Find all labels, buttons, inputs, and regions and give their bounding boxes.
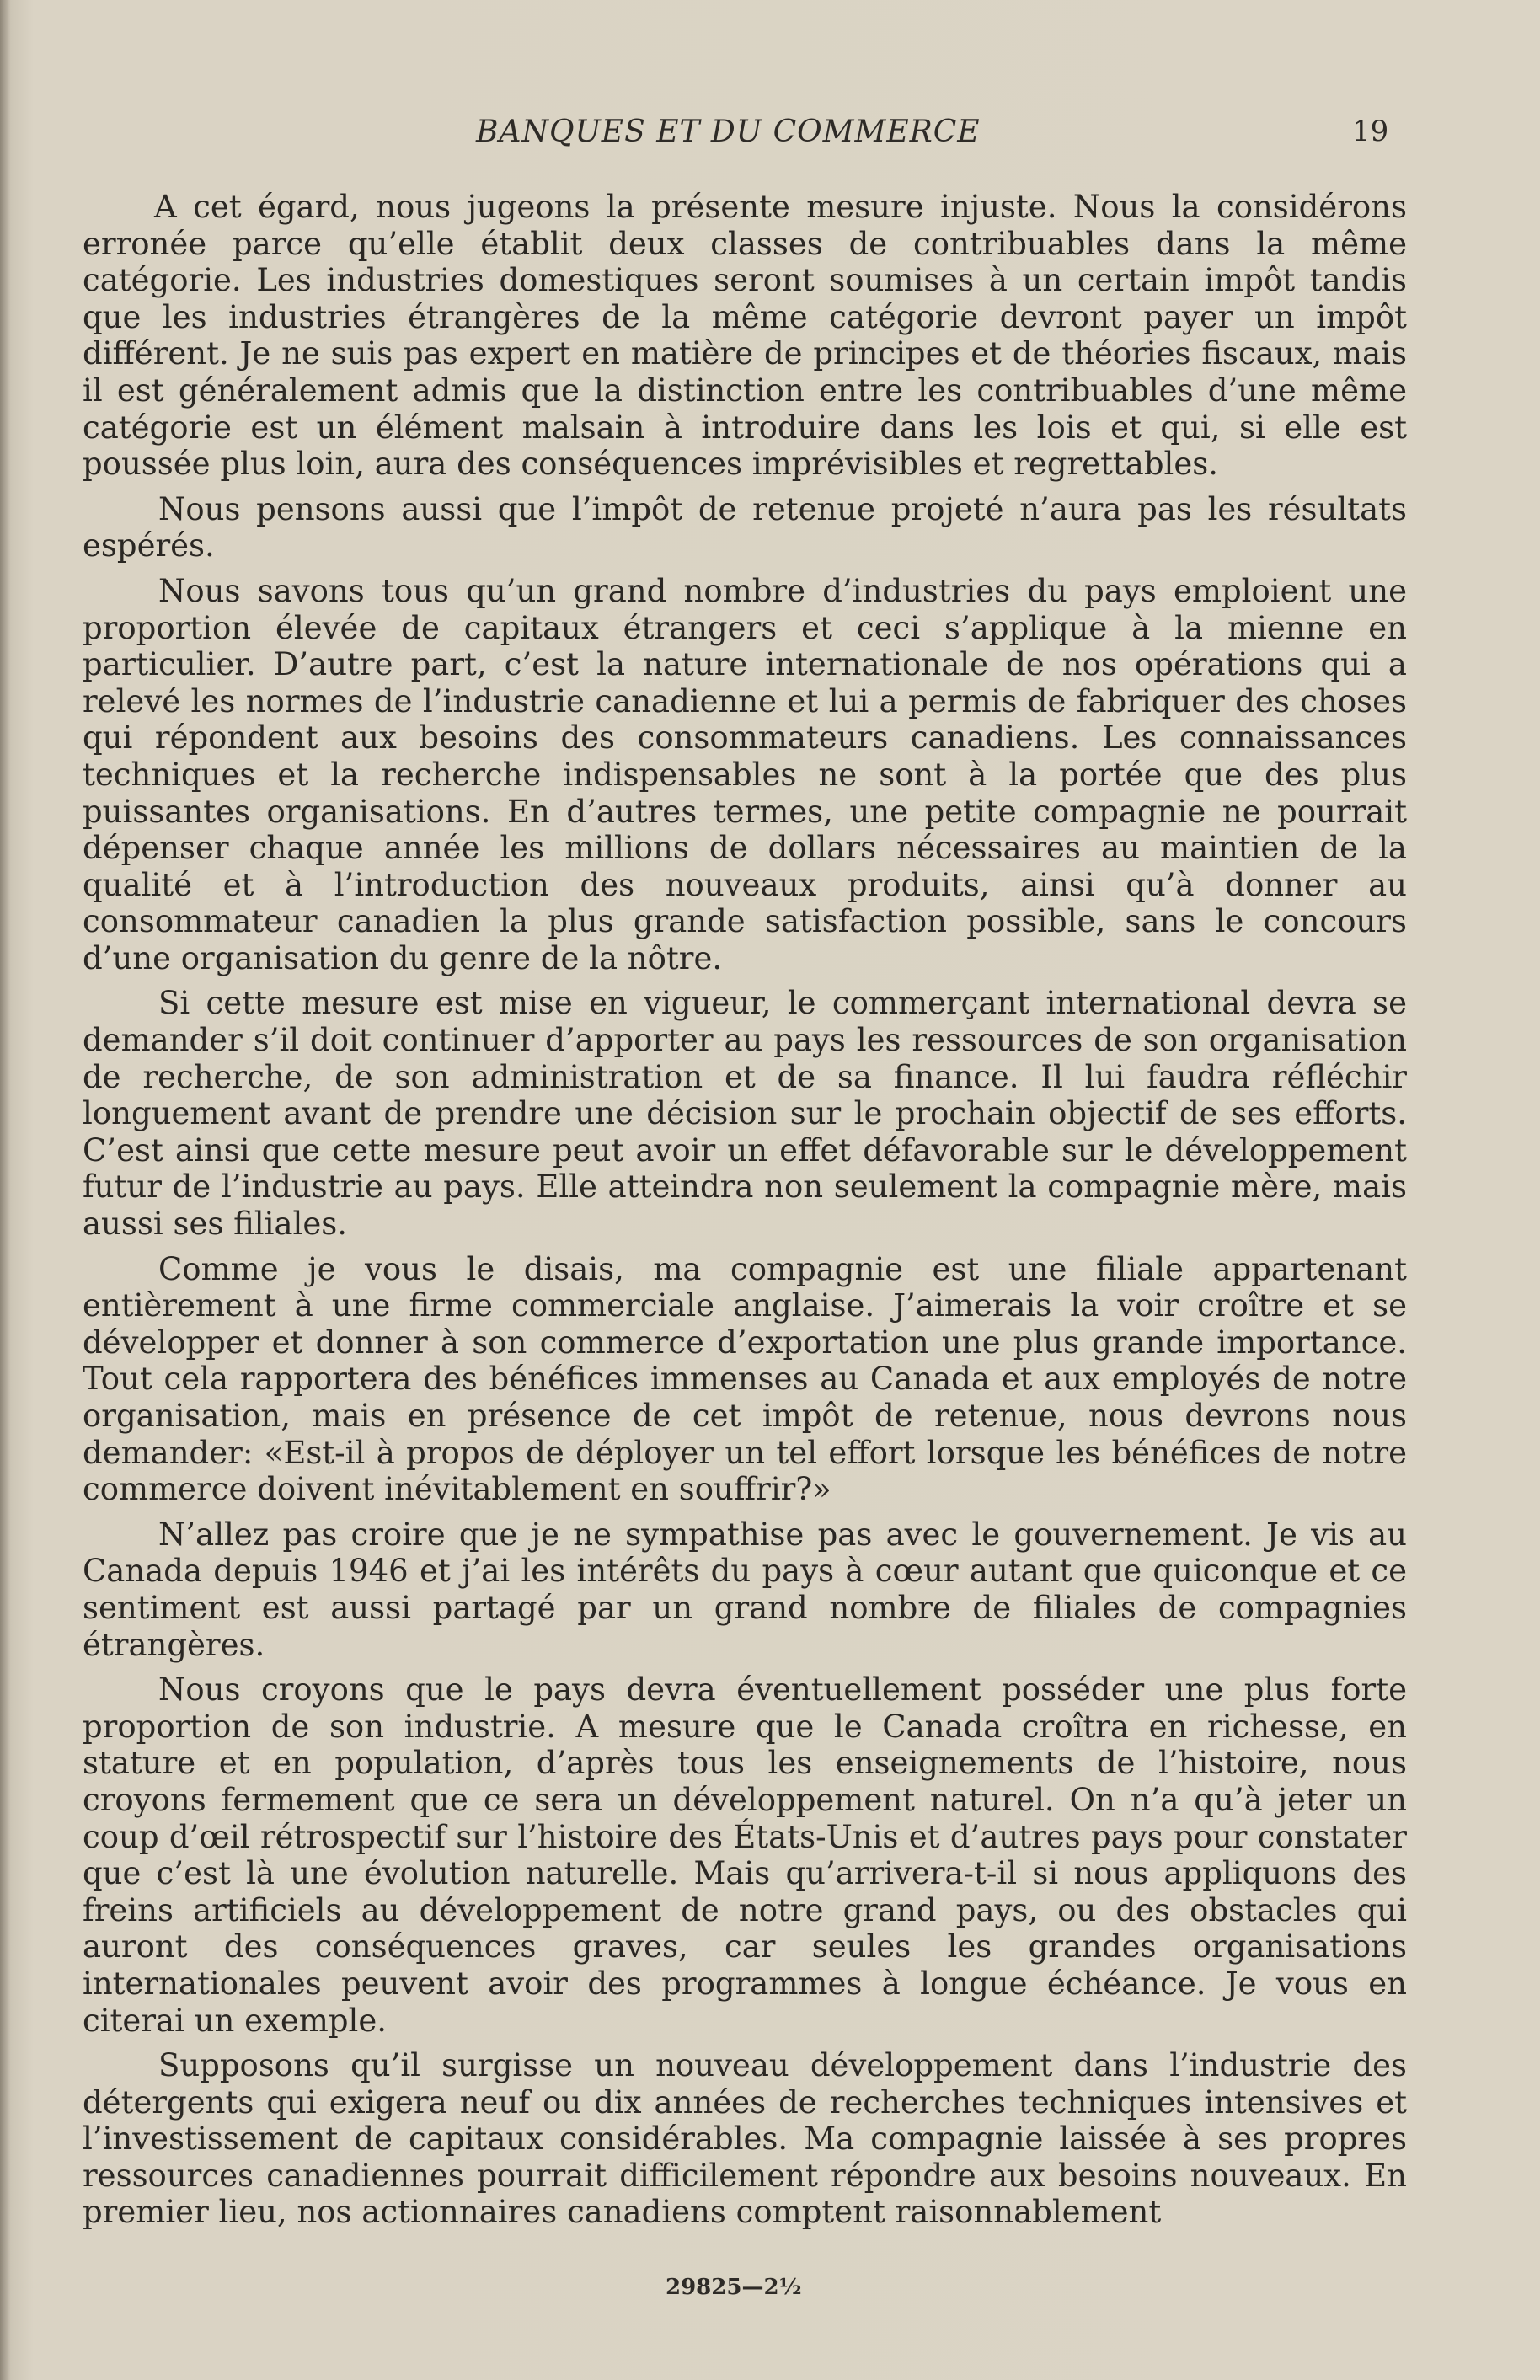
running-title: BANQUES ET DU COMMERCE [476, 115, 981, 149]
paragraph: A cet égard, nous jugeons la présente mesure injuste. Nous la considérons erronée parce qu’elle établit deux classes de contribuables dans la même catégorie. Les industries domestiques seront soumises à un certain impôt tandis que les industries étrangères de la même catégorie devront payer un impôt différent. Je ne suis pas expert en matière de principes et de théories fiscaux, mais il est généralement admis que la distinction entre les contribuables d’une même catégorie est un élément malsain à introduire dans les lois et qui, si elle est poussée plus loin, aura des conséquences imprévisibles et regrettables. [83, 189, 1407, 483]
running-head [0, 115, 1540, 157]
body-text [83, 189, 1407, 2239]
signature-code: 29825—2½ [666, 2275, 802, 2300]
paragraph: Nous pensons aussi que l’impôt de retenue projeté n’aura pas les résultats espérés. [83, 490, 1407, 564]
paragraph: Nous croyons que le pays devra éventuellement posséder une plus forte proportion de son industrie. A mesure que le Canada croîtra en richesse, en stature et en population, d’après tous les enseignements de l’histoire, nous croyons fermement que ce sera un développement naturel. On n’a qu’à jeter un coup d’œil rétrospectif sur l’histoire des États-Unis et d’autres pays pour constater que c’est là une évolution naturelle. Mais qu’arrivera-t-il si nous appliquons des freins artificiels au développement de notre grand pays, ou des obstacles qui auront des conséquences graves, car seules les grandes organisations internationales peuvent avoir des programmes à longue échéance. Je vous en citerai un exemple. [83, 1671, 1407, 2039]
paragraph: Si cette mesure est mise en vigueur, le commerçant international devra se demander s’il doit continuer d’apporter au pays les ressources de son organisation de recherche, de son administration et de sa finance. Il lui faudra réfléchir longuement avant de prendre une décision sur le prochain objectif de ses efforts. C’est ainsi que cette mesure peut avoir un effet défavorable sur le développement futur de l’industrie au pays. Elle atteindra non seulement la compagnie mère, mais aussi ses filiales. [83, 985, 1407, 1243]
binding-edge [0, 0, 10, 2380]
page-number: 19 [1352, 115, 1389, 148]
paragraph: Nous savons tous qu’un grand nombre d’industries du pays emploient une proportion élevée de capitaux étrangers et ceci s’applique à la mienne en particulier. D’autre part, c’est la nature internationale de nos opérations qui a relevé les normes de l’industrie canadienne et lui a permis de fabriquer des choses qui répondent aux besoins des consommateurs canadiens. Les connaissances techniques et la recherche indispensables ne sont à la portée que des plus puissantes organisations. En d’autres termes, une petite compagnie ne pourrait dépenser chaque année les millions de dollars nécessaires au maintien de la qualité et à l’introduction des nouveaux produits, ainsi qu’à donner au consommateur canadien la plus grande satisfaction possible, sans le concours d’une organisation du genre de la nôtre. [83, 572, 1407, 976]
paragraph: Supposons qu’il surgisse un nouveau développement dans l’industrie des détergents qui exigera neuf ou dix années de recherches techniques intensives et l’investissement de capitaux considérables. Ma compagnie laissée à ses propres ressources canadiennes pourrait difficilement répondre aux besoins nouveaux. En premier lieu, nos actionnaires canadiens comptent raisonnablement [83, 2047, 1407, 2231]
paragraph: Comme je vous le disais, ma compagnie est une filiale appartenant entièrement à une firme commerciale anglaise. J’aimerais la voir croître et se développer et donner à son commerce d’exportation une plus grande importance. Tout cela rapportera des bénéfices immenses au Canada et aux employés de notre organisation, mais en présence de cet impôt de retenue, nous devrons nous demander: «Est-il à propos de déployer un tel effort lorsque les bénéfices de notre commerce doivent inévitablement en souffrir?» [83, 1250, 1407, 1508]
paragraph: N’allez pas croire que je ne sympathise pas avec le gouvernement. Je vis au Canada depuis 1946 et j’ai les intérêts du pays à cœur autant que quiconque et ce sentiment est aussi partagé par un grand nombre de filiales de compagnies étrangères. [83, 1516, 1407, 1663]
